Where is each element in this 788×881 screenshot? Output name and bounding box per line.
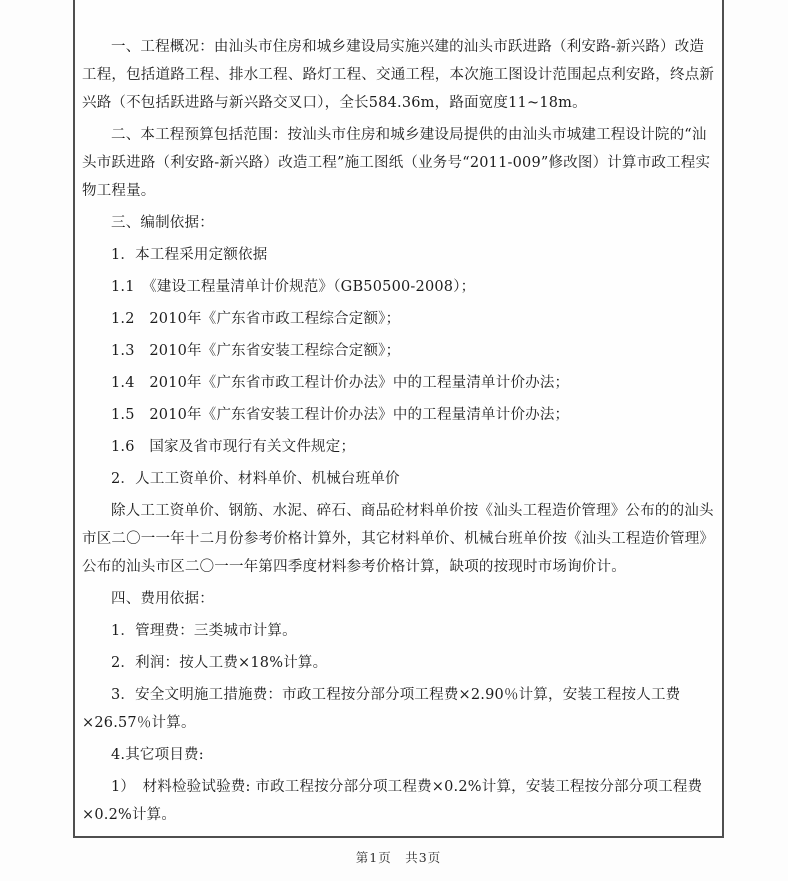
heading-compilation-basis: 三、编制依据：	[111, 215, 214, 231]
para-item-1-6: 1.6 国家及省市现行有关文件规定；	[111, 439, 356, 455]
para-fee-4-other: 4.其它项目费:	[111, 747, 204, 763]
para-quota-basis: 1．本工程采用定额依据	[111, 247, 268, 263]
page-footer: 第1页 共3页	[355, 850, 442, 865]
para-item-2-unit-prices: 2．人工工资单价、材料单价、机械台班单价	[111, 471, 400, 487]
document-page	[73, 0, 724, 838]
para-item-1-4: 1.4 2010年《广东省市政工程计价办法》中的工程量清单计价办法；	[111, 375, 570, 391]
para-fee-4-1-material-test: 1） 材料检验试验费: 市政工程按分部分项工程费×0.2%计算，安装工程按分部分项工程费×0.2%计算。	[82, 779, 703, 823]
para-item-1-2: 1.2 2010年《广东省市政工程综合定额》；	[111, 311, 401, 327]
para-fee-2-profit: 2．利润：按人工费×18%计算。	[111, 655, 328, 671]
para-fee-1-management: 1．管理费：三类城市计算。	[111, 623, 297, 639]
para-item-1-5: 1.5 2010年《广东省安装工程计价办法》中的工程量清单计价办法；	[111, 407, 570, 423]
para-fee-3-safety: 3．安全文明施工措施费：市政工程按分部分项工程费×2.90％计算，安装工程按人工费×26.57％计算。	[82, 687, 681, 731]
para-unit-price-details: 除人工工资单价、钢筋、水泥、碎石、商品砼材料单价按《汕头工程造价管理》公布的的汕头市区二〇一一年十二月份参考价格计算外，其它材料单价、机械台班单价按《汕头工程造价管理》公布的汕头市区二〇一一年第四季度材料参考价格计算，缺项的按现时市场询价计。	[82, 503, 715, 575]
para-budget-scope: 二、本工程预算包括范围：按汕头市住房和城乡建设局提供的由汕头市城建工程设计院的“汕头市跃进路（利安路-新兴路）改造工程”施工图纸（业务号“2011-009”修改图）计算市政工程实物工程量。	[82, 127, 711, 199]
para-item-1-1: 1.1 《建设工程量清单计价规范》（GB50500-2008）；	[111, 279, 476, 295]
heading-fee-basis: 四、费用依据：	[111, 591, 214, 607]
para-item-1-3: 1.3 2010年《广东省安装工程综合定额》；	[111, 343, 401, 359]
para-project-overview: 一、工程概况：由汕头市住房和城乡建设局实施兴建的汕头市跃进路（利安路-新兴路）改造工程，包括道路工程、排水工程、路灯工程、交通工程，本次施工图设计范围起点利安路，终点新兴路（不包括跃进路与新兴路交叉口），全长584.36m，路面宽度11~18m。	[82, 39, 715, 111]
